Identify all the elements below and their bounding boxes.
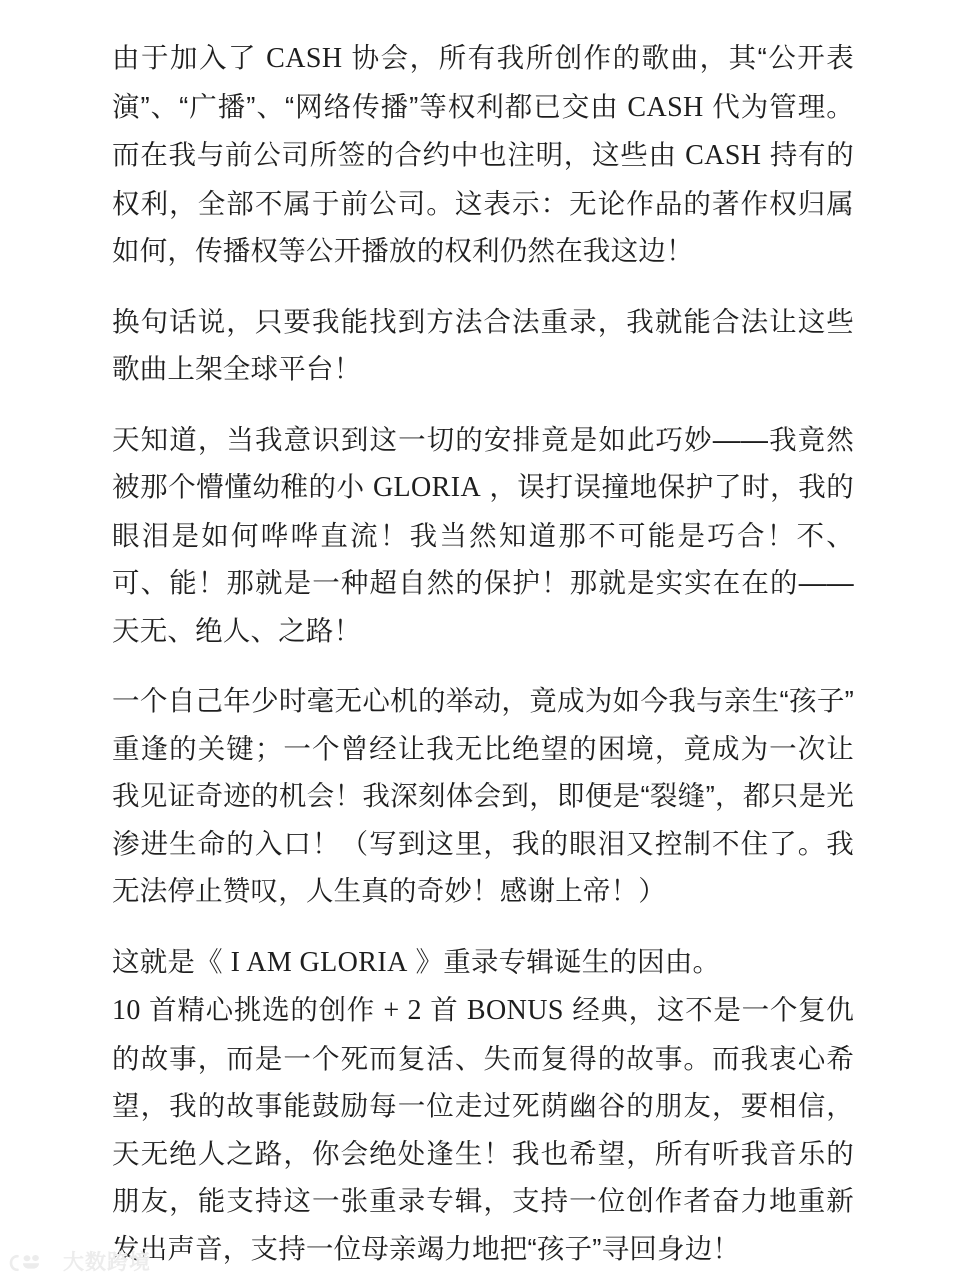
latin-text-run: CASH [685, 140, 762, 171]
paw-logo-icon [8, 1252, 54, 1274]
cjk-text-run: ，误打误撞地保护了时，我的眼泪是如何哗哗直流！我当然知道那不可能是巧合！不、可、能！那就是一种超自然的保护！那就是实实在在的——天无、绝人、之路！ [112, 471, 854, 646]
paragraph [112, 34, 854, 275]
cjk-text-run: 协会，所有我所创作的歌曲，其“公开表演”、“广播”、“网络传播”等权利都已交由 [112, 42, 854, 122]
paragraph [112, 298, 854, 393]
watermark-brand-text: 大数跨境 [63, 1251, 151, 1274]
latin-text-run: + 2 [383, 995, 422, 1026]
cjk-text-run: 》重录专辑诞生的因由。 [407, 945, 721, 977]
cjk-text-run: 换句话说，只要我能找到方法合法重录，我就能合法让这些歌曲上架全球平台！ [112, 305, 854, 384]
cjk-text-run: 经典，这不是一个复仇的故事，而是一个死而复活、失而复得的故事。而我衷心希望，我的故事能鼓励每一位走过死荫幽谷的朋友，要相信，天无绝人之路，你会绝处逢生！我也希望，所有听我音乐的朋友，能支持这一张重录专辑，支持一位创作者奋力地重新发出声音，支持一位母亲竭力地把“孩子”寻回身边！ [112, 994, 854, 1264]
latin-text-run: BONUS [466, 995, 564, 1026]
paragraph [112, 938, 854, 1273]
cjk-text-run: 一个自己年少时毫无心机的举动，竟成为如今我与亲生“孩子”重逢的关键；一个曾经让我无比绝望的困境，竟成为一次让我见证奇迹的机会！我深刻体会到，即便是“裂缝”，都只是光渗进生命的入口！（写到这里，我的眼泪又控制不住了。我无法停止赞叹，人生真的奇妙！感谢上帝！） [112, 685, 854, 906]
article-body [112, 34, 854, 1272]
latin-text-run: CASH [266, 43, 343, 74]
latin-text-run: CASH [627, 91, 704, 123]
cjk-text-run: 首精心挑选的创作 [140, 994, 384, 1025]
cjk-text-run: 持有的权利，全部不属于前公司。这表示：无论作品的著作权归属如何，传播权等公开播放的权利仍然在我这边！ [112, 139, 854, 266]
paragraph [112, 677, 854, 915]
paragraph [112, 416, 854, 655]
cjk-text-run: 天知道，当我意识到这一切的安排竟是如此巧妙——我竟然被那个懵懂幼稚的小 [112, 423, 854, 502]
cjk-text-run: 这就是《 [112, 945, 231, 977]
cjk-text-run: 由于加入了 [112, 42, 267, 73]
latin-text-run: I AM GLORIA [230, 946, 408, 978]
cjk-text-run: 代为管理。而在我与前公司所签的合约中也注明，这些由 [112, 90, 854, 170]
latin-text-run: GLORIA [372, 472, 482, 503]
latin-text-run: 10 [112, 995, 141, 1026]
cjk-text-run: 首 [421, 994, 467, 1025]
